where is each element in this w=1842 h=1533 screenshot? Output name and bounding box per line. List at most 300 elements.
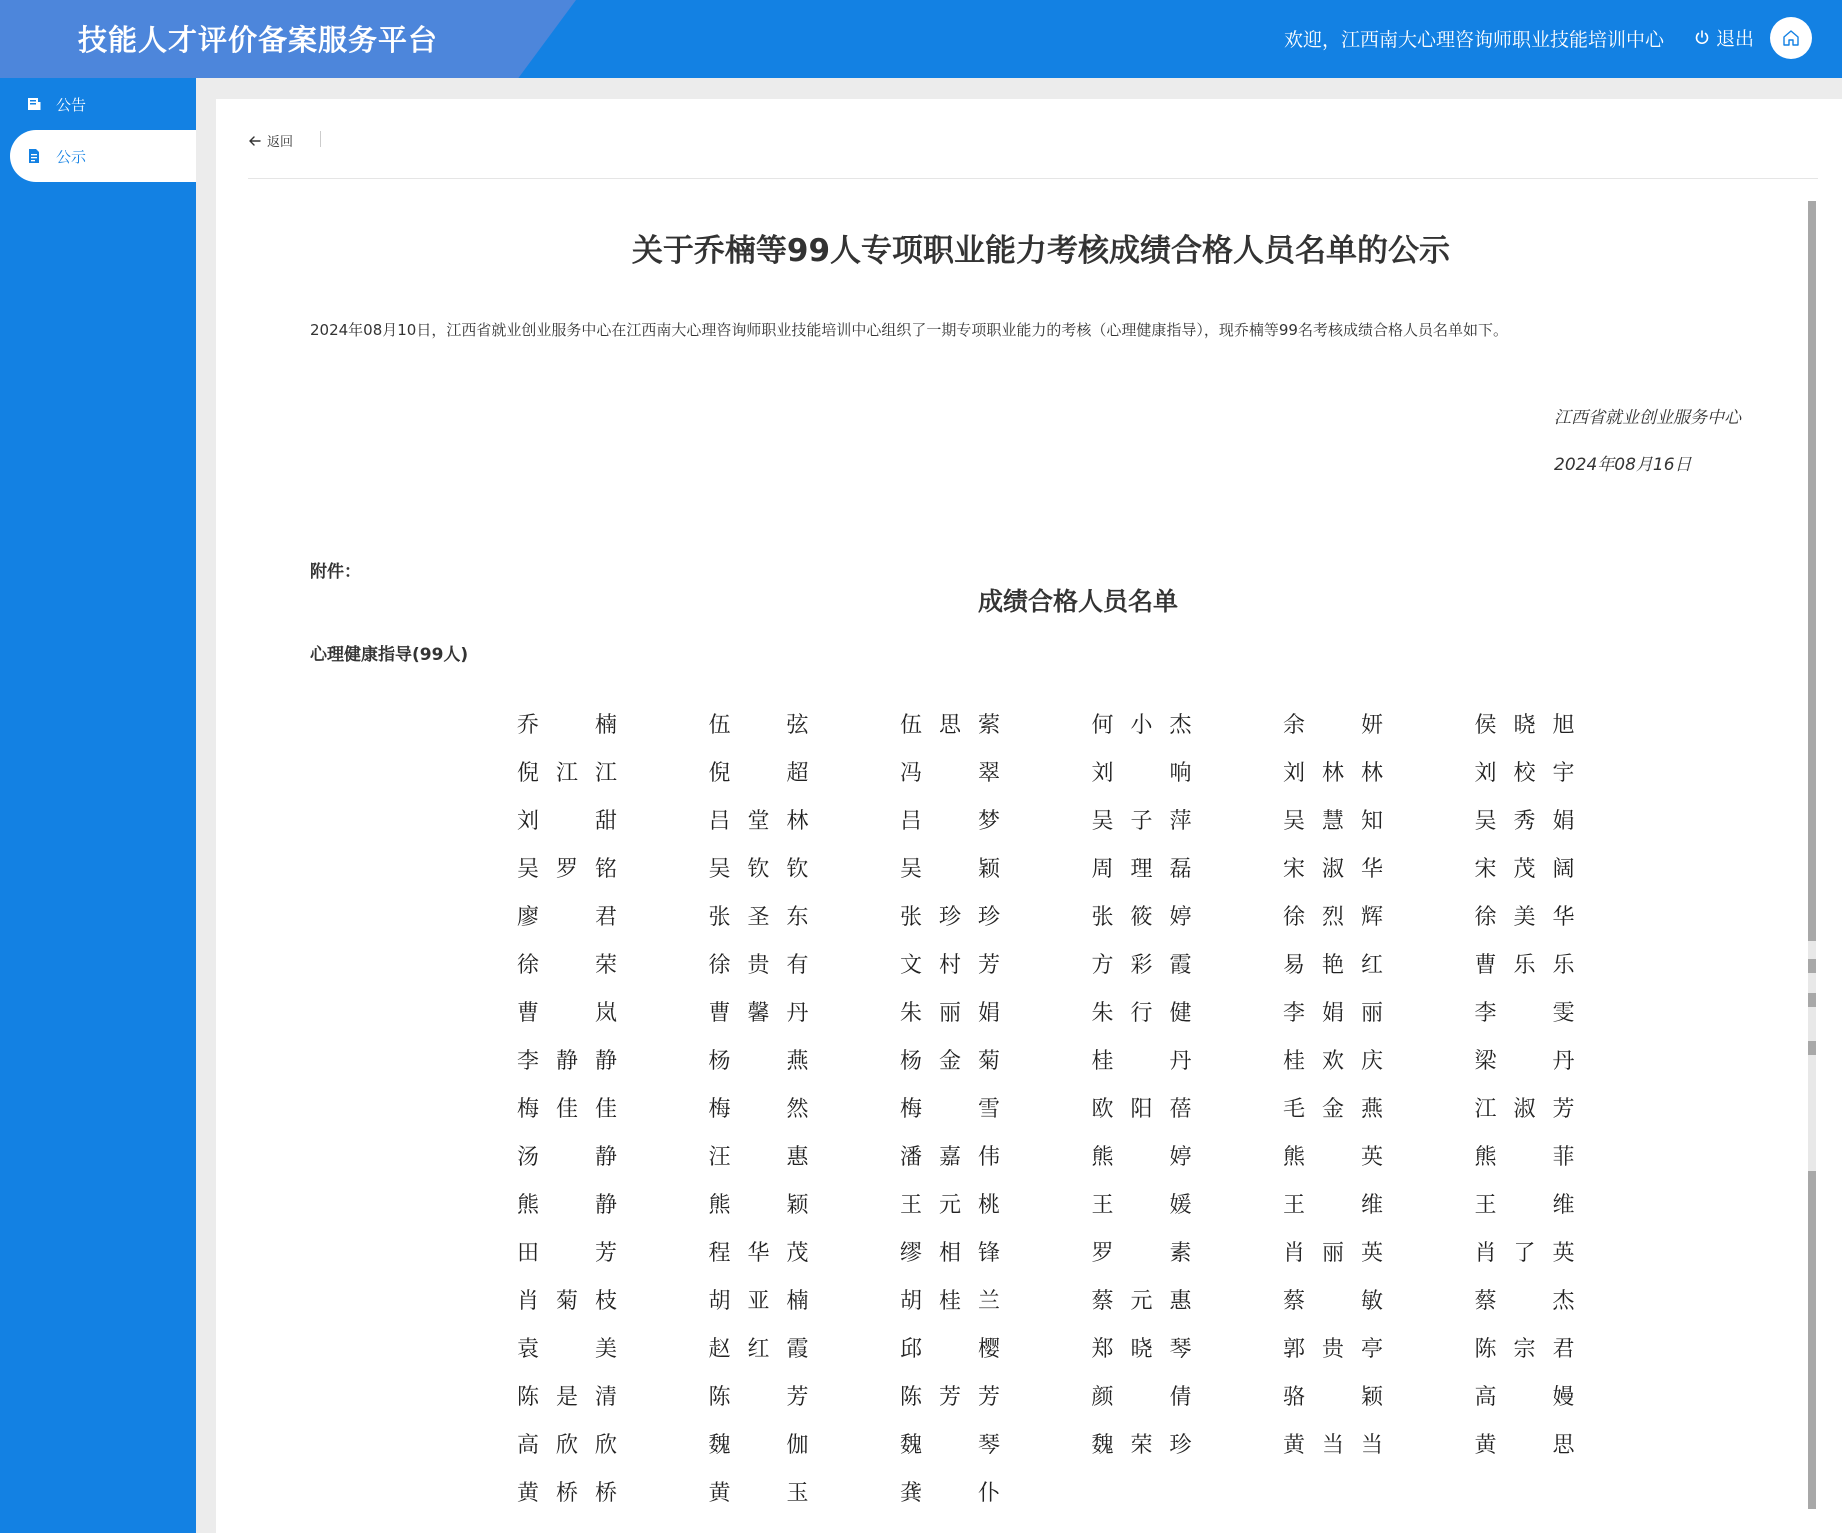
name-character: 素 (1169, 1240, 1192, 1266)
name-character: 菊 (555, 1288, 578, 1314)
list-item (898, 1371, 1002, 1419)
name-character: 廖 (516, 904, 539, 930)
name-character: 阳 (1130, 1096, 1153, 1122)
name-character: 子 (1130, 808, 1153, 834)
name-character: 梅 (516, 1096, 539, 1122)
list-item (1473, 939, 1577, 987)
list-item (1281, 1371, 1385, 1419)
name-character: 黄 (1474, 1432, 1497, 1458)
name-character: 钦 (786, 856, 809, 882)
category-label: 心理健康指导(99人) (310, 645, 469, 665)
list-item (1473, 1419, 1577, 1467)
list-item (1090, 1131, 1194, 1179)
list-item (1281, 795, 1385, 843)
name-character: 堂 (747, 808, 770, 834)
name-character: 乐 (1552, 952, 1575, 978)
scrollbar-thumb[interactable] (1808, 201, 1816, 941)
list-item (898, 795, 1002, 843)
name-character: 潘 (899, 1144, 922, 1170)
list-item (515, 1371, 619, 1419)
name-character: 宋 (1474, 856, 1497, 882)
name-character: 倪 (516, 760, 539, 786)
name-character: 思 (938, 712, 961, 738)
name-character: 张 (708, 904, 731, 930)
list-item (1090, 747, 1194, 795)
name-character: 美 (1513, 904, 1536, 930)
name-character: 村 (938, 952, 961, 978)
name-character: 楠 (594, 712, 617, 738)
name-character: 楠 (786, 1288, 809, 1314)
list-item (1281, 843, 1385, 891)
name-character: 颖 (786, 1192, 809, 1218)
name-character: 桂 (1091, 1048, 1114, 1074)
name-character: 胡 (899, 1288, 922, 1314)
name-character: 熊 (516, 1192, 539, 1218)
name-character: 曹 (708, 1000, 731, 1026)
name-character: 郑 (1091, 1336, 1114, 1362)
name-character: 骆 (1282, 1384, 1305, 1410)
name-character: 陈 (516, 1384, 539, 1410)
name-character: 邱 (899, 1336, 922, 1362)
name-character: 理 (1130, 856, 1153, 882)
name-character: 婷 (1169, 1144, 1192, 1170)
name-character: 菲 (1552, 1144, 1575, 1170)
name-character: 淑 (1513, 1096, 1536, 1122)
name-character: 丹 (1169, 1048, 1192, 1074)
name-character: 静 (594, 1144, 617, 1170)
list-item (1090, 1371, 1194, 1419)
list-item (707, 939, 811, 987)
name-character: 江 (594, 760, 617, 786)
name-character: 刘 (1282, 760, 1305, 786)
name-character: 徐 (516, 952, 539, 978)
sidebar-item-label: 公示 (56, 147, 87, 166)
name-character: 当 (1321, 1432, 1344, 1458)
name-character: 维 (1360, 1192, 1383, 1218)
name-character: 英 (1552, 1240, 1575, 1266)
name-character: 罗 (555, 856, 578, 882)
name-character: 芳 (1552, 1096, 1575, 1122)
name-character: 梅 (708, 1096, 731, 1122)
name-character: 佳 (594, 1096, 617, 1122)
list-item (1281, 1323, 1385, 1371)
name-character: 艳 (1321, 952, 1344, 978)
name-character: 倪 (708, 760, 731, 786)
name-character: 田 (516, 1240, 539, 1266)
list-item (1473, 891, 1577, 939)
list-item (707, 1275, 811, 1323)
list-item (898, 1179, 1002, 1227)
name-character: 陈 (1474, 1336, 1497, 1362)
name-character: 龚 (899, 1480, 922, 1506)
name-character: 王 (1282, 1192, 1305, 1218)
name-character: 筱 (1130, 904, 1153, 930)
name-character: 芳 (594, 1240, 617, 1266)
home-icon (1782, 29, 1800, 47)
name-character: 旭 (1552, 712, 1575, 738)
name-character: 蔡 (1474, 1288, 1497, 1314)
name-character: 熊 (708, 1192, 731, 1218)
name-character: 刘 (1091, 760, 1114, 786)
name-character: 桥 (555, 1480, 578, 1506)
name-character: 汪 (708, 1144, 731, 1170)
name-character: 君 (594, 904, 617, 930)
name-character: 珍 (977, 904, 1000, 930)
name-character: 东 (786, 904, 809, 930)
home-button[interactable] (1770, 17, 1812, 59)
name-character: 欧 (1091, 1096, 1114, 1122)
name-character: 杨 (708, 1048, 731, 1074)
name-character: 馨 (747, 1000, 770, 1026)
name-character: 婷 (1169, 904, 1192, 930)
name-character: 丹 (1552, 1048, 1575, 1074)
name-character: 贵 (747, 952, 770, 978)
document-icon (26, 148, 42, 164)
name-character: 赵 (708, 1336, 731, 1362)
list-item (1473, 699, 1577, 747)
list-item (515, 1323, 619, 1371)
name-character: 芳 (938, 1384, 961, 1410)
name-character: 翠 (977, 760, 1000, 786)
name-character: 吴 (1282, 808, 1305, 834)
list-item (707, 1131, 811, 1179)
list-item (1281, 1035, 1385, 1083)
list-item (515, 795, 619, 843)
list-item (1281, 987, 1385, 1035)
name-character: 宗 (1513, 1336, 1536, 1362)
list-item (1281, 1083, 1385, 1131)
list-item (1281, 891, 1385, 939)
sidebar (0, 78, 196, 1533)
name-character: 校 (1513, 760, 1536, 786)
name-character: 静 (594, 1192, 617, 1218)
name-character: 弦 (786, 712, 809, 738)
name-character: 乔 (516, 712, 539, 738)
name-character: 兰 (977, 1288, 1000, 1314)
name-character: 丽 (1360, 1000, 1383, 1026)
name-character: 倩 (1169, 1384, 1192, 1410)
list-item (707, 1371, 811, 1419)
name-character: 伽 (786, 1432, 809, 1458)
name-character: 珍 (938, 904, 961, 930)
platform-logo[interactable]: 技能人才评价备案服务平台 (78, 23, 439, 57)
name-character: 桃 (977, 1192, 1000, 1218)
list-item (515, 1083, 619, 1131)
toolbar-divider (320, 131, 321, 147)
list-item (1473, 987, 1577, 1035)
signature-date: 2024年08月16日 (1554, 455, 1692, 475)
name-character: 庆 (1360, 1048, 1383, 1074)
list-item (515, 1179, 619, 1227)
list-item (707, 843, 811, 891)
name-character: 李 (1474, 1000, 1497, 1026)
logout-button[interactable] (1694, 24, 1754, 51)
list-item (1473, 1131, 1577, 1179)
signature-organization: 江西省就业创业服务中心 (1554, 408, 1741, 428)
name-character: 欢 (1321, 1048, 1344, 1074)
back-button[interactable] (248, 131, 293, 150)
list-item (707, 795, 811, 843)
list-item (1473, 1035, 1577, 1083)
name-character: 陈 (708, 1384, 731, 1410)
name-character: 钦 (747, 856, 770, 882)
sidebar-item-announcement[interactable] (10, 78, 196, 130)
name-character: 雪 (977, 1096, 1000, 1122)
name-character: 江 (1474, 1096, 1497, 1122)
name-character: 娟 (1321, 1000, 1344, 1026)
name-character: 娟 (977, 1000, 1000, 1026)
list-item (515, 1035, 619, 1083)
list-item (707, 699, 811, 747)
name-character: 英 (1360, 1144, 1383, 1170)
name-character: 桂 (1282, 1048, 1305, 1074)
list-item (1473, 747, 1577, 795)
name-character: 霞 (1169, 952, 1192, 978)
name-character: 静 (555, 1048, 578, 1074)
name-character: 玉 (786, 1480, 809, 1506)
name-character: 晓 (1130, 1336, 1153, 1362)
list-item (1473, 795, 1577, 843)
name-character: 茂 (786, 1240, 809, 1266)
notice-title: 关于乔楠等99人专项职业能力考核成绩合格人员名单的公示 (631, 233, 1451, 269)
name-character: 李 (516, 1048, 539, 1074)
list-item (1473, 1083, 1577, 1131)
power-icon (1694, 30, 1710, 46)
name-character: 汤 (516, 1144, 539, 1170)
list-item (1281, 1227, 1385, 1275)
vertical-scrollbar[interactable] (1808, 201, 1816, 1509)
attachment-label: 附件： (310, 562, 361, 582)
list-item (707, 987, 811, 1035)
list-item (1090, 939, 1194, 987)
name-character: 侯 (1474, 712, 1497, 738)
list-item (1090, 987, 1194, 1035)
name-character: 黄 (708, 1480, 731, 1506)
name-character: 王 (1474, 1192, 1497, 1218)
name-character: 思 (1552, 1432, 1575, 1458)
name-character: 当 (1360, 1432, 1383, 1458)
name-character: 相 (938, 1240, 961, 1266)
name-character: 秀 (1513, 808, 1536, 834)
name-character: 朱 (1091, 1000, 1114, 1026)
list-item (1090, 843, 1194, 891)
name-character: 佳 (555, 1096, 578, 1122)
name-character: 王 (899, 1192, 922, 1218)
list-item (1281, 939, 1385, 987)
name-character: 敏 (1360, 1288, 1383, 1314)
list-item (1281, 699, 1385, 747)
welcome-text: 欢迎，江西南大心理咨询师职业技能培训中心 (1283, 29, 1664, 51)
name-character: 周 (1091, 856, 1114, 882)
name-character: 有 (786, 952, 809, 978)
list-item (515, 1131, 619, 1179)
name-character: 维 (1552, 1192, 1575, 1218)
name-character: 响 (1169, 760, 1192, 786)
name-character: 毛 (1282, 1096, 1305, 1122)
name-character: 磊 (1169, 856, 1192, 882)
sidebar-item-publicity[interactable] (10, 130, 196, 182)
name-character: 菊 (977, 1048, 1000, 1074)
name-character: 易 (1282, 952, 1305, 978)
name-character: 江 (555, 760, 578, 786)
name-character: 郭 (1282, 1336, 1305, 1362)
list-item (1090, 891, 1194, 939)
list-item (898, 939, 1002, 987)
name-character: 宇 (1552, 760, 1575, 786)
name-character: 吴 (899, 856, 922, 882)
name-character: 铭 (594, 856, 617, 882)
list-item (898, 1323, 1002, 1371)
name-character: 红 (1360, 952, 1383, 978)
name-character: 黄 (1282, 1432, 1305, 1458)
list-item (515, 1467, 619, 1515)
name-character: 梅 (899, 1096, 922, 1122)
name-character: 徐 (1282, 904, 1305, 930)
name-character: 了 (1513, 1240, 1536, 1266)
list-item (1281, 1179, 1385, 1227)
list-item (1473, 1371, 1577, 1419)
name-character: 行 (1130, 1000, 1153, 1026)
name-character: 曹 (1474, 952, 1497, 978)
name-character: 伟 (977, 1144, 1000, 1170)
list-item (1281, 1131, 1385, 1179)
name-character: 魏 (899, 1432, 922, 1458)
name-character: 杨 (899, 1048, 922, 1074)
name-character: 淑 (1321, 856, 1344, 882)
name-character: 萍 (1169, 808, 1192, 834)
list-item (898, 747, 1002, 795)
name-character: 吴 (516, 856, 539, 882)
name-character: 知 (1360, 808, 1383, 834)
name-character: 胡 (708, 1288, 731, 1314)
list-item (515, 1419, 619, 1467)
list-item (1090, 1419, 1194, 1467)
list-item (898, 1035, 1002, 1083)
list-item (1473, 1179, 1577, 1227)
list-item (1473, 1323, 1577, 1371)
list-item (707, 1083, 811, 1131)
list-item (898, 1083, 1002, 1131)
name-character: 英 (1360, 1240, 1383, 1266)
name-character: 张 (899, 904, 922, 930)
name-character: 然 (786, 1096, 809, 1122)
announcement-icon (26, 96, 42, 112)
list-item (515, 1227, 619, 1275)
name-character: 冯 (899, 760, 922, 786)
name-character: 元 (1130, 1288, 1153, 1314)
name-character: 霞 (786, 1336, 809, 1362)
name-character: 李 (1282, 1000, 1305, 1026)
name-character: 烈 (1321, 904, 1344, 930)
list-item (1090, 795, 1194, 843)
name-character: 华 (1360, 856, 1383, 882)
list-item (515, 699, 619, 747)
name-character: 伍 (708, 712, 731, 738)
arrow-left-icon (248, 134, 262, 148)
name-character: 陈 (899, 1384, 922, 1410)
list-item (898, 1227, 1002, 1275)
name-character: 嫚 (1552, 1384, 1575, 1410)
name-character: 余 (1282, 712, 1305, 738)
list-title: 成绩合格人员名单 (977, 587, 1178, 616)
name-character: 张 (1091, 904, 1114, 930)
name-character: 肖 (516, 1288, 539, 1314)
list-item (707, 1227, 811, 1275)
name-character: 杰 (1552, 1288, 1575, 1314)
name-character: 颖 (977, 856, 1000, 882)
scrollbar-thumb[interactable] (1808, 1171, 1816, 1509)
name-character: 颖 (1360, 1384, 1383, 1410)
name-character: 甜 (594, 808, 617, 834)
name-character: 文 (899, 952, 922, 978)
list-item (515, 843, 619, 891)
name-character: 桥 (594, 1480, 617, 1506)
list-item (898, 843, 1002, 891)
name-character: 红 (747, 1336, 770, 1362)
name-character: 锋 (977, 1240, 1000, 1266)
name-character: 罗 (1091, 1240, 1114, 1266)
name-character: 静 (594, 1048, 617, 1074)
name-character: 徐 (1474, 904, 1497, 930)
name-character: 蓓 (1169, 1096, 1192, 1122)
name-character: 蔡 (1282, 1288, 1305, 1314)
name-character: 芳 (977, 1384, 1000, 1410)
name-character: 清 (594, 1384, 617, 1410)
name-character: 桂 (938, 1288, 961, 1314)
name-character: 程 (708, 1240, 731, 1266)
name-character: 杰 (1169, 712, 1192, 738)
name-character: 阔 (1552, 856, 1575, 882)
name-character: 欣 (555, 1432, 578, 1458)
name-character: 吴 (1474, 808, 1497, 834)
name-character: 丹 (786, 1000, 809, 1026)
name-character: 琴 (1169, 1336, 1192, 1362)
name-character: 黄 (516, 1480, 539, 1506)
list-item (707, 1467, 811, 1515)
list-item (898, 1419, 1002, 1467)
name-character: 妍 (1360, 712, 1383, 738)
scrollbar-marker (1808, 993, 1816, 1007)
name-character: 宋 (1282, 856, 1305, 882)
list-item (1090, 1275, 1194, 1323)
name-character: 刘 (516, 808, 539, 834)
name-character: 彩 (1130, 952, 1153, 978)
list-item (707, 1323, 811, 1371)
name-character: 华 (747, 1240, 770, 1266)
back-label: 返回 (267, 135, 294, 150)
list-item (1090, 699, 1194, 747)
list-item (1090, 1179, 1194, 1227)
name-character: 媛 (1169, 1192, 1192, 1218)
list-item (1090, 1035, 1194, 1083)
name-character: 熊 (1091, 1144, 1114, 1170)
name-character: 茂 (1513, 856, 1536, 882)
name-character: 梦 (977, 808, 1000, 834)
name-character: 樱 (977, 1336, 1000, 1362)
list-item (515, 1275, 619, 1323)
name-character: 梁 (1474, 1048, 1497, 1074)
scrollbar-marker (1808, 959, 1816, 973)
name-character: 颜 (1091, 1384, 1114, 1410)
name-character: 林 (1321, 760, 1344, 786)
top-header (0, 0, 1842, 78)
name-character: 珍 (1169, 1432, 1192, 1458)
name-character: 辉 (1360, 904, 1383, 930)
name-character: 小 (1130, 712, 1153, 738)
list-item (1473, 843, 1577, 891)
sidebar-item-label: 公告 (56, 95, 87, 114)
name-character: 王 (1091, 1192, 1114, 1218)
